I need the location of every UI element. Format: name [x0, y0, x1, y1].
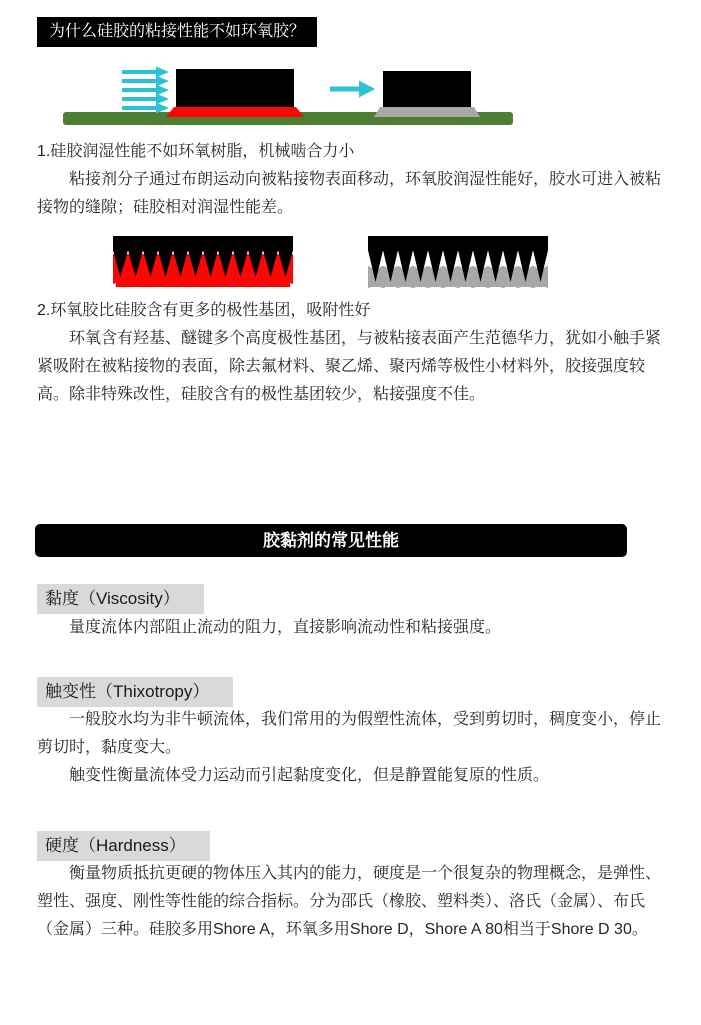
hardness-body [37, 860, 669, 944]
epoxy-block [383, 71, 471, 107]
page-title: 为什么硅胶的粘接性能不如环氧胶？ [37, 17, 317, 47]
thixotropy-text-2: 触变性衡量流体受力运动而引起黏度变化，但是静置能复原的性质。 [69, 767, 550, 784]
hardness-heading: 硬度（Hardness） [37, 831, 210, 861]
thixotropy-heading: 触变性（Thixotropy） [37, 677, 233, 707]
flow-arrows-icon [122, 67, 169, 114]
polarity-heading: 2.环氧胶比硅胶含有更多的极性基团，吸附性好 [37, 302, 371, 319]
thixotropy-body [37, 706, 669, 790]
viscosity-text: 量度流体内部阻止流动的阻力，直接影响流动性和粘接强度。 [69, 619, 502, 636]
viscosity-body [37, 614, 669, 642]
silicone-block [176, 69, 294, 107]
properties-section-header: 胶黏剂的常见性能 [35, 524, 627, 557]
wetting-section [37, 138, 669, 222]
polarity-section [37, 297, 671, 409]
viscosity-heading: 黏度（Viscosity） [37, 584, 204, 614]
thixotropy-text-1: 一般胶水均为非牛顿流体，我们常用的为假塑性流体，受到剪切时，稠度变小，停止剪切时，黏度变大。 [37, 711, 662, 756]
polarity-body: 环氧含有羟基、醚键多个高度极性基团，与被粘接表面产生范德华力，犹如小触手紧紧吸附在被粘接物的表面，除去氟材料、聚乙烯、聚丙烯等极性小材料外，胶接强度较高。除非特殊改性，硅胶含有的极性基团较少，粘接强度不佳。 [37, 330, 662, 403]
arrow-right-icon [330, 81, 375, 98]
wetting-comparison-diagram [58, 61, 518, 127]
hardness-text: 衡量物质抵抗更硬的物体压入其内的能力，硬度是一个很复杂的物理概念，是弹性、塑性、强度、刚性等性能的综合指标。分为邵氏（橡胶、塑料类）、洛氏（金属）、布氏（金属）三种。硅胶多用Shore A，环氧多用Shore D，Shore A 80相当于Shore D 30。 [37, 865, 662, 938]
gray-glue-fill [368, 266, 548, 288]
good-wetting-teeth-diagram [113, 236, 293, 288]
poor-wetting-teeth-diagram [368, 236, 548, 288]
silicone-glue-layer [166, 107, 304, 117]
wetting-body: 粘接剂分子通过布朗运动向被粘接物表面移动，环氧胶润湿性能好，胶水可进入被粘接物的缝隙；硅胶相对润湿性能差。 [37, 171, 662, 216]
epoxy-glue-layer [374, 107, 480, 117]
wetting-heading: 1.硅胶润湿性能不如环氧树脂，机械啮合力小 [37, 143, 355, 160]
